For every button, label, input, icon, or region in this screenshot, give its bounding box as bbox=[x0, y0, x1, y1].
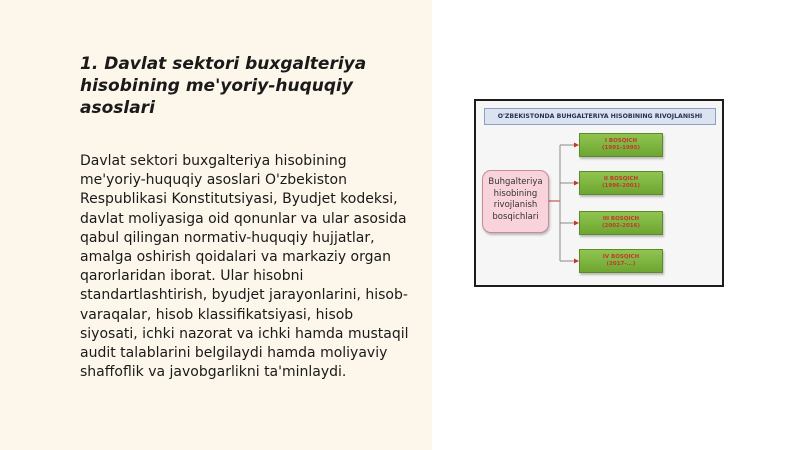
stage-years: (1991-1995) bbox=[602, 145, 640, 151]
slide-body-text: Davlat sektori buxgalteriya hisobining me'yoriy-huquqiy asoslari O'zbekiston Respublikasi Konstitutsiyasi, Byudjet kodeksi, davlat moliyasiga oid qonunlar va ular asosida qabul qilingan normativ-huquqiy hujjatlar, amalga oshirish qoidalari va markaziy organ qarorlaridan iborat. Ular hisobni standartlashtirish, byudjet jarayonlarini, hisob-varaqalar, hisob klassifikatsiyasi, hisob siyosati, ichki nazorat va ichki hamda mustaqil audit talablarini belgilaydi hamda moliyaviy shaffoflik va javobgarlikni ta'minlaydi. bbox=[80, 153, 409, 381]
stage-years: (2002-2016) bbox=[602, 223, 640, 229]
stage-node-1 bbox=[579, 133, 663, 157]
stage-title: II BOSQICH bbox=[603, 176, 639, 182]
stage-years: (2017-...) bbox=[606, 261, 636, 267]
stage-years: (1996-2001) bbox=[602, 183, 640, 189]
center-node-line: hisobining bbox=[493, 188, 538, 199]
center-node-line: Buhgalteriya bbox=[488, 177, 543, 187]
stage-node-3 bbox=[579, 211, 663, 235]
center-node-line: bosqichlari bbox=[492, 211, 539, 222]
stage-node-4 bbox=[579, 249, 663, 273]
development-stages-diagram bbox=[474, 99, 724, 287]
diagram-header: O'ZBEKISTONDA BUHGALTERIYA HISOBINING RIVOJLANISHI bbox=[484, 108, 716, 125]
center-node-line: rivojlanish bbox=[493, 200, 538, 210]
slide-title: 1. Davlat sektori buxgalteriya hisobining me'yoriy-huquqiy asoslari bbox=[80, 54, 367, 118]
stage-title: IV BOSQICH bbox=[602, 254, 640, 260]
stage-title: I BOSQICH bbox=[604, 138, 638, 144]
stage-node-2 bbox=[579, 171, 663, 195]
diagram-center-node bbox=[482, 170, 549, 233]
stage-title: III BOSQICH bbox=[602, 216, 640, 222]
